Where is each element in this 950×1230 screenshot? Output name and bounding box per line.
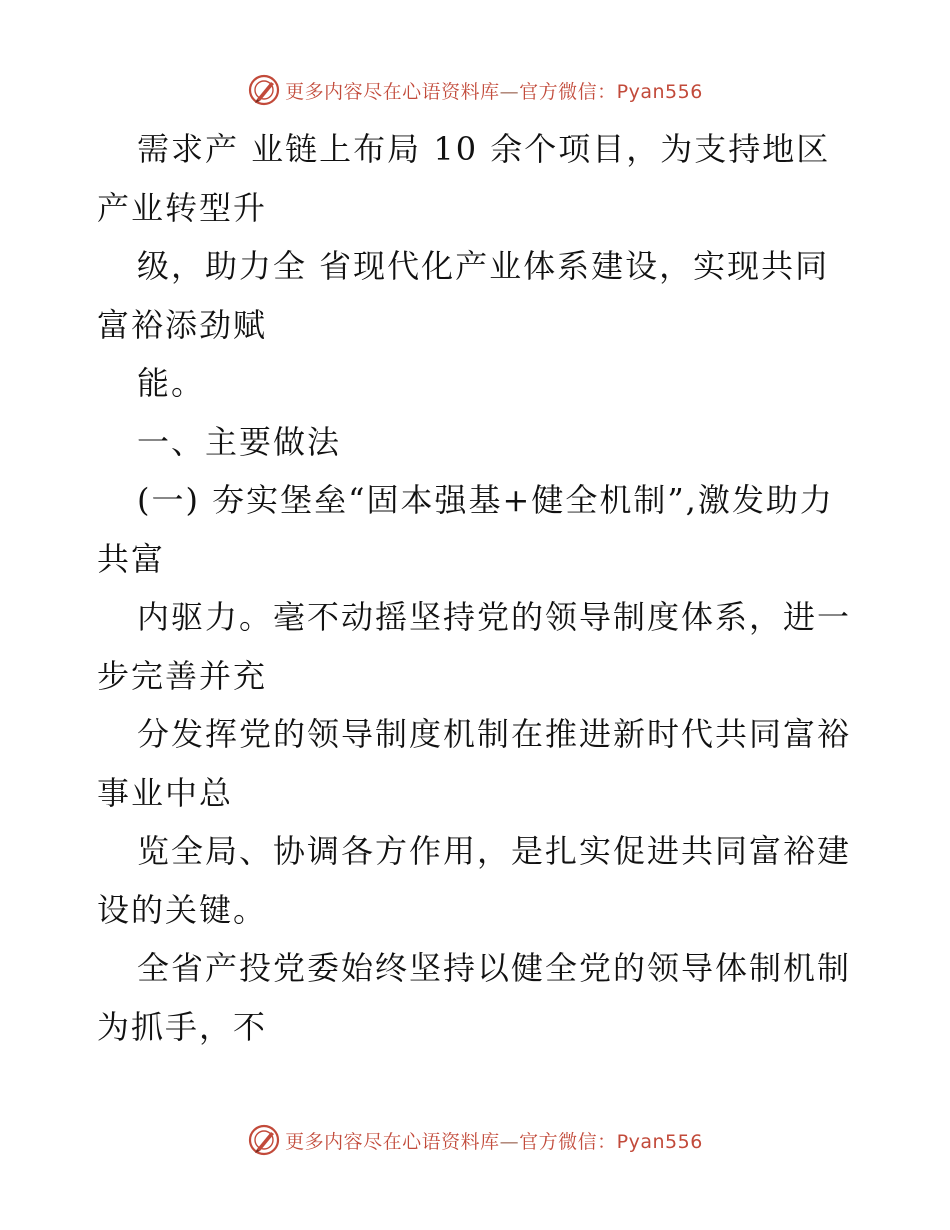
paragraph	[97, 471, 857, 588]
paragraph-line: 步完善并充	[97, 656, 268, 695]
pen-logo-icon	[247, 1123, 281, 1157]
paragraph-line: 为抓手，不	[97, 1007, 268, 1046]
paragraph-line: 级，助力全 省现代化产业体系建设，实现共同	[137, 247, 830, 285]
paragraph-line: 分发挥党的领导制度机制在推进新时代共同富裕	[137, 715, 852, 753]
paragraph	[97, 354, 857, 413]
paragraph-line: 能。	[137, 364, 206, 402]
paragraph-line: 事业中总	[97, 773, 234, 812]
paragraph-line: 设的关键。	[97, 890, 268, 929]
paragraph-line: 内驱力。毫不动摇坚持党的领导制度体系，进一	[137, 598, 852, 636]
paragraph	[97, 237, 857, 354]
paragraph-line: 一、主要做法	[137, 422, 342, 461]
paragraph	[97, 705, 857, 822]
paragraph-line: 产业转型升	[97, 188, 268, 227]
document-body	[97, 120, 857, 1056]
paragraph-line: (一) 夯实堡垒“固本强基+健全机制”,激发助力	[137, 481, 834, 519]
paragraph	[97, 413, 857, 472]
paragraph	[97, 120, 857, 237]
header-watermark-banner	[0, 70, 950, 110]
paragraph	[97, 588, 857, 705]
paragraph-line: 全省产投党委始终坚持以健全党的领导体制机制	[137, 949, 852, 987]
paragraph-line: 需求产 业链上布局 10 余个项目，为支持地区	[137, 130, 831, 168]
paragraph	[97, 822, 857, 939]
footer-watermark-banner	[0, 1120, 950, 1160]
paragraph-line: 富裕添劲赋	[97, 305, 268, 344]
pen-logo-icon	[247, 73, 281, 107]
banner-text: 更多内容尽在心语资料库—官方微信：Pyan556	[285, 80, 703, 103]
paragraph-line: 览全局、协调各方作用，是扎实促进共同富裕建	[137, 832, 852, 870]
paragraph	[97, 939, 857, 1056]
banner-text: 更多内容尽在心语资料库—官方微信：Pyan556	[285, 1130, 703, 1153]
paragraph-line: 共富	[97, 539, 166, 578]
